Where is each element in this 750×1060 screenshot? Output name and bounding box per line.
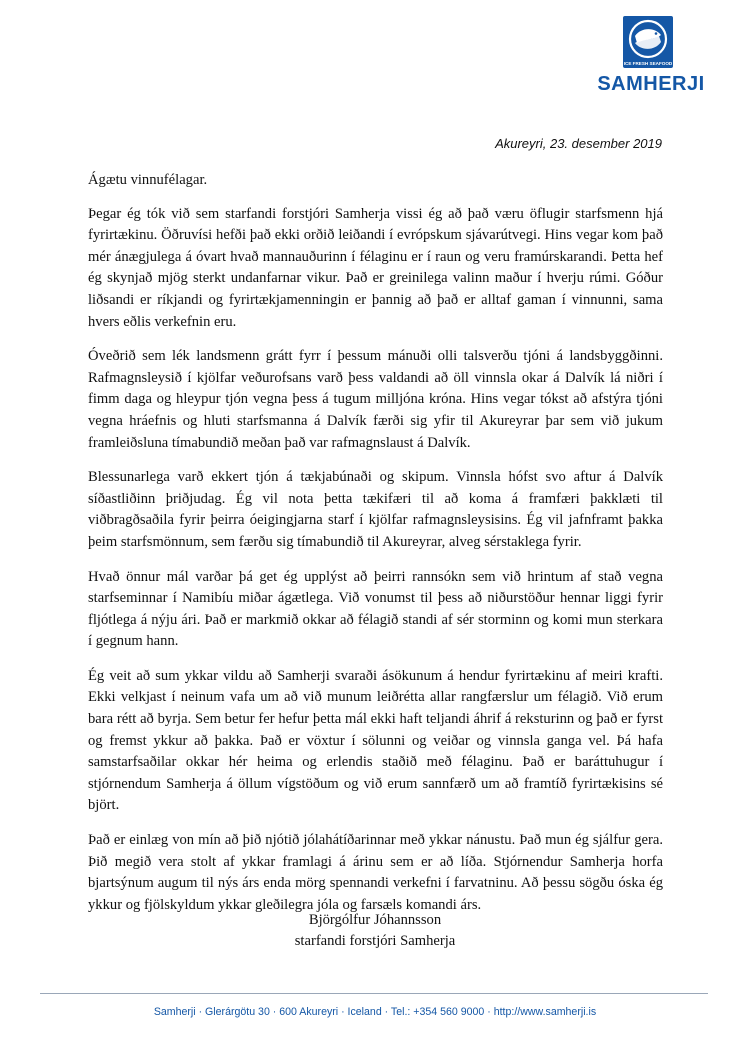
letter-paragraph-4: Hvað önnur mál varðar þá get ég upplýst að þeirri rannsókn sem við hrintum af stað vegna starfseminnar í Namibíu miðar ágætlega. Við vonumst til þess að niðurstöður hennar liggi fyrir fljótlega á nýju ári. Það er markmið okkar að félagið standi af sér storminn og komi mun sterkara í gegnum hann. bbox=[88, 568, 663, 650]
letter-body bbox=[88, 170, 663, 929]
logo-badge-text: ICE FRESH SEAFOOD bbox=[623, 61, 673, 66]
letter-paragraph-3: Blessunarlega varð ekkert tjón á tækjabúnaði og skipum. Vinnsla hófst svo aftur á Dalvík síðastliðinn þriðjudag. Ég vil nota þetta tækifæri til að koma á framfæri þakklæti til viðbragðsaðila fyrir þeirra óeigingjarna starf í kjölfar rafmagnsleysisins. Ég vil jafnframt þakka þeim starfsmönnum, sem færðu sig tímabundið til Akureyrar, alveg sérstaklega fyrir. bbox=[88, 469, 663, 550]
fish-icon bbox=[623, 16, 673, 68]
letter-dateline: Akureyri, 23. desember 2019 bbox=[495, 136, 662, 151]
logo-wordmark: SAMHERJI bbox=[597, 73, 705, 95]
company-logo bbox=[596, 16, 706, 106]
letter-salutation: Ágætu vinnufélagar. bbox=[88, 172, 208, 188]
footer-divider bbox=[40, 993, 708, 994]
svg-text:ICE FRESH SEAFOOD bbox=[624, 61, 673, 66]
signature-title: starfandi forstjóri Samherja bbox=[294, 933, 456, 949]
letter-paragraph-6: Það er einlæg von mín að þið njótið jólahátíðarinnar með ykkar nánustu. Það mun ég sjálfur gera. Þið megið vera stolt af ykkar framlagi á árinu sem er að líða. Stjórnendur Samherja horfa bjartsýnum augum til nýs árs enda mörg spennandi verkefni í farvatninu. Að þessu sögðu óska ég ykkur og fjölskyldum ykkar gleðilegra jóla og farsæls komandi árs. bbox=[88, 832, 663, 913]
signature-name: Björgólfur Jóhannsson bbox=[308, 912, 442, 928]
letter-paragraph-1: Þegar ég tók við sem starfandi forstjóri Samherja vissi ég að það væru öflugir starfsmenn hjá fyrirtækinu. Öðruvísi hefði það ekki orðið leiðandi í evrópskum sjávarútvegi. Hins vegar kom það mér ánægjulega á óvart hvað mannauðurinn í félaginu er í raun og veru framúrskarandi. Þetta hef ég skynjað mjög sterkt undanfarnar vikur. Það er greinilega valinn maður í hverju rúmi. Góður liðsandi er ríkjandi og fyrirtækjamenningin er þannig að það er alltaf gaman í vinnunni, sama hvers eðlis verkefnin eru. bbox=[88, 205, 663, 330]
logo-badge bbox=[623, 16, 673, 68]
footer-contact: Samherji · Glerárgötu 30 · 600 Akureyri · Iceland · Tel.: +354 560 9000 · http://www.samherji.is bbox=[153, 1006, 597, 1018]
letter-paragraph-5: Ég veit að sum ykkar vildu að Samherji svaraði ásökunum á hendur fyrirtækinu af meiri krafti. Ekki velkjast í neinum vafa um að við munum leiðrétta allar rangfærslur um félagið. Við erum bara rétt að byrja. Sem betur fer hefur þetta mál ekki haft teljandi áhrif á reksturinn og það er fyrst og fremst ykkur að þakka. Það er vöxtur í sölunni og veiðar og vinnsla ganga vel. Þá hafa samstarfsaðilar okkar hér heima og erlendis staðið með félaginu. Það er baráttuhugur í stjórnendum Samherja á öllum vígstöðum og við erum sannfærð um að framtíð fyrirtækisins sé björt. bbox=[88, 667, 663, 814]
letter-paragraph-2: Óveðrið sem lék landsmenn grátt fyrr í þessum mánuði olli talsverðu tjóni á landsbyggðinni. Rafmagnsleysið í kjölfar veðurofsans varð þess valdandi að öll vinnsla okar á Dalvík lá niðri í fimm daga og hleypur tjón vegna þess á tugum milljóna króna. Hins vegar tókst að afstýra tjóni vegna hráefnis og hluti starfsmanna á Dalvík færði sig yfir til Akureyrar þar sem við jukum framleiðsluna tímabundið meðan það var rafmagnslaust á Dalvík. bbox=[88, 348, 663, 451]
signature-block bbox=[0, 910, 750, 952]
